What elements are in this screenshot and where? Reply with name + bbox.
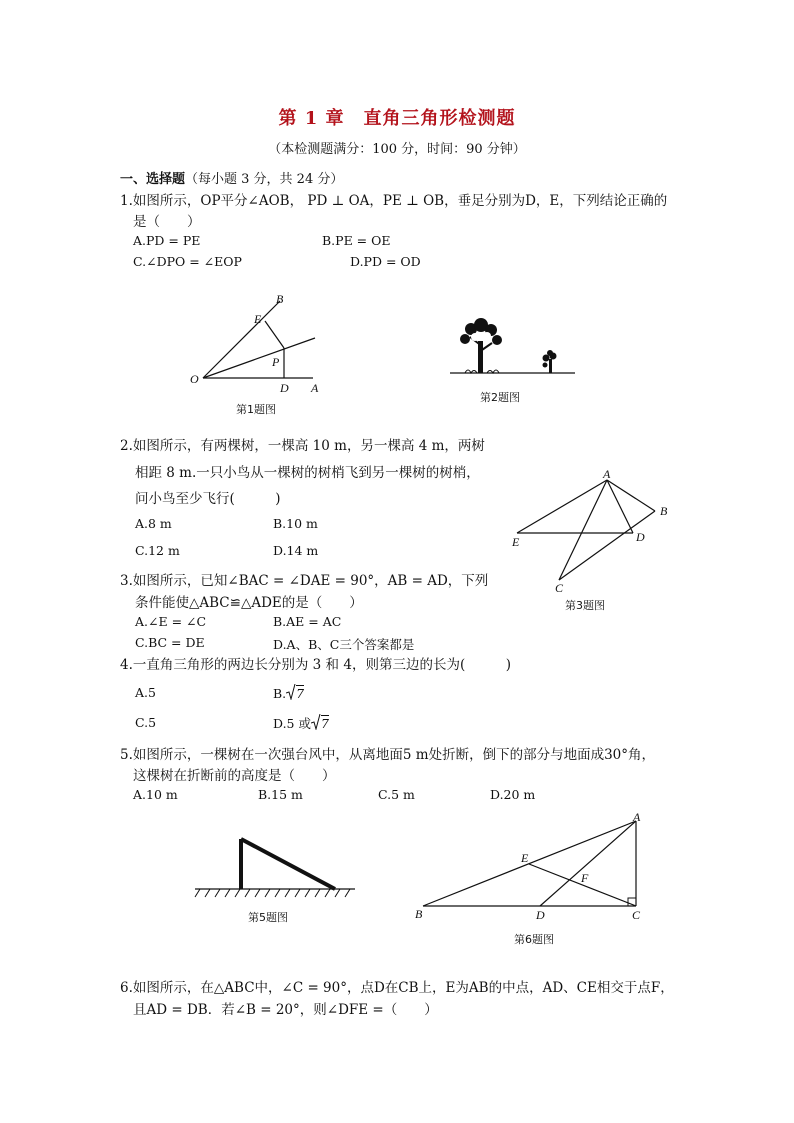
label-d: D	[536, 908, 545, 922]
question-3-line-1	[120, 569, 488, 589]
question-2-line-2: 相距 8 m.一只小鸟从一棵树的树梢飞到另一棵树的树梢，	[135, 465, 480, 481]
question-text: 如图所示，有两棵树，一棵高 10 m，另一棵高 4 m，两树	[132, 438, 485, 454]
question-1-line-2: 是（ ）	[133, 214, 201, 230]
radicand: 7	[296, 686, 305, 701]
q2-option-d: D.14 m	[273, 543, 319, 558]
label-e: E	[512, 535, 520, 549]
q2-option-a: A.8 m	[135, 516, 172, 531]
q1-option-d: D.PD = OD	[350, 254, 421, 269]
label-b: B	[415, 907, 423, 921]
question-1-line-1	[120, 189, 667, 209]
label-c: C	[632, 908, 641, 922]
question-text: 如图所示，OP平分∠AOB， PD ⊥ OA，PE ⊥ OB，垂足分别为D，E，下列结论正确的	[132, 193, 668, 209]
label-a: A	[311, 381, 319, 395]
question-number: 6.	[120, 980, 133, 996]
q1-option-a: A.PD = PE	[133, 233, 201, 248]
segment-cb	[559, 511, 655, 580]
q4-option-d	[273, 714, 329, 733]
question-2-line-1	[120, 434, 485, 454]
question-3-line-2: 条件能使△ABC≌△ADE的是（ ）	[135, 595, 363, 611]
question-5-line-1	[120, 743, 655, 763]
q5-option-b: B.15 m	[258, 787, 303, 802]
ray-ob	[203, 301, 280, 378]
label-f: F	[581, 871, 589, 885]
q1-option-b: B.PE = OE	[322, 233, 391, 248]
q3-option-b: B.AE = AC	[273, 614, 342, 629]
label-b: B	[276, 292, 284, 306]
question-6-line-2: 且AD = DB．若∠B = 20°，则∠DFE =（ ）	[133, 1002, 438, 1018]
section-note: （每小题 3 分，共 24 分）	[185, 172, 344, 187]
label-a: A	[603, 467, 611, 481]
figure-1-caption: 第1题图	[236, 403, 276, 416]
q4-option-b	[273, 684, 304, 703]
option-letter: B.	[273, 686, 287, 701]
question-number: 5.	[120, 747, 133, 763]
q4-option-a: A.5	[135, 685, 156, 700]
segment-ac	[559, 480, 607, 580]
label-d: D	[636, 530, 645, 544]
segment-pe	[265, 321, 284, 348]
question-number: 1.	[120, 193, 133, 209]
q2-option-b: B.10 m	[273, 516, 318, 531]
q3-option-a: A.∠E = ∠C	[135, 614, 207, 629]
label-p: P	[272, 355, 280, 369]
option-letter: D.5 或	[273, 716, 311, 731]
segment-ad	[540, 821, 636, 906]
figure-5-diagram	[190, 830, 360, 905]
q5-option-d: D.20 m	[490, 787, 536, 802]
q1-option-c: C.∠DPO = ∠EOP	[133, 254, 242, 269]
radicand: 7	[320, 716, 329, 731]
question-text: 一直角三角形的两边长分别为 3 和 4，则第三边的长为( )	[132, 657, 511, 673]
q5-option-c: C.5 m	[378, 787, 415, 802]
question-6-line-1	[120, 976, 674, 996]
page-subtitle: （本检测题满分：100 分，时间：90 分钟）	[268, 142, 526, 157]
ray-op	[203, 338, 315, 378]
question-text: 如图所示，在△ABC中，∠C = 90°，点D在CB上，E为AB的中点，AD、CE相交于点F，	[132, 980, 674, 996]
ground-hatching	[195, 889, 350, 897]
tall-tree-icon	[460, 318, 502, 373]
figure-2-caption: 第2题图	[480, 391, 520, 404]
short-tree-icon	[543, 350, 557, 373]
figure-2-diagram	[445, 315, 580, 380]
label-d: D	[280, 381, 289, 395]
q4-option-c: C.5	[135, 715, 157, 730]
label-a: A	[633, 810, 641, 824]
question-number: 2.	[120, 438, 133, 454]
broken-part	[241, 839, 335, 889]
label-e: E	[521, 851, 529, 865]
q3-option-d: D.A、B、C三个答案都是	[273, 637, 415, 652]
q2-option-c: C.12 m	[135, 543, 180, 558]
figure-3-diagram	[505, 466, 680, 596]
q5-option-a: A.10 m	[133, 787, 178, 802]
question-4-line-1	[120, 653, 511, 673]
label-c: C	[555, 581, 564, 595]
question-5-line-2: 这棵树在折断前的高度是（ ）	[133, 768, 336, 784]
figure-6-diagram	[410, 808, 650, 923]
section-heading	[120, 168, 343, 187]
sqrt-icon	[286, 684, 296, 703]
question-text: 如图所示，已知∠BAC = ∠DAE = 90°，AB = AD，下列	[132, 573, 489, 589]
question-text: 如图所示，一棵树在一次强台风中，从离地面5 m处折断，倒下的部分与地面成30°角，	[132, 747, 655, 763]
page-title: 第 1 章 直角三角形检测题	[278, 108, 516, 129]
question-2-line-3: 问小鸟至少飞行( )	[135, 491, 281, 507]
figure-6-caption: 第6题图	[514, 933, 554, 946]
label-b: B	[660, 504, 668, 518]
question-number: 4.	[120, 657, 133, 673]
segment-ae	[517, 480, 607, 533]
label-o: O	[190, 372, 199, 386]
sqrt-icon	[311, 714, 321, 733]
label-e: E	[254, 312, 262, 326]
figure-5-caption: 第5题图	[248, 911, 288, 924]
question-number: 3.	[120, 573, 133, 589]
figure-1-diagram	[185, 288, 335, 398]
section-label: 一、选择题	[120, 172, 186, 187]
q3-option-c: C.BC = DE	[135, 635, 205, 650]
figure-3-caption: 第3题图	[565, 599, 605, 612]
